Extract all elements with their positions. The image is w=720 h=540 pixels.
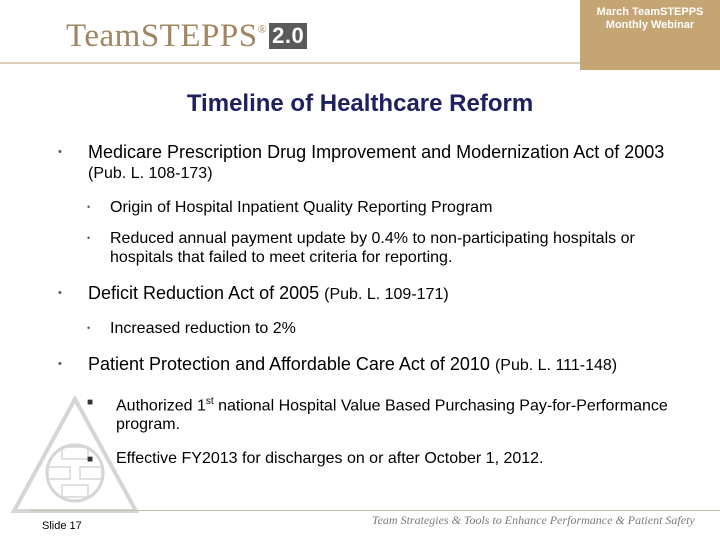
- item-text: Deficit Reduction Act of 2005: [88, 283, 320, 303]
- sub-list-item: [58, 449, 698, 468]
- item-text: Patient Protection and Affordable Care Act of 2010: [88, 354, 490, 374]
- item-citation: (Pub. L. 108-173): [88, 165, 213, 182]
- list-item: [58, 354, 698, 376]
- sub-item-text-post: national Hospital Value Based Purchasing Pay-for-Performance program.: [116, 397, 668, 434]
- sub-item-text: Reduced annual payment update by 0.4% to non-participating hospitals or hospitals that failed to meet criteria for reporting.: [110, 230, 635, 266]
- bullet-list: [58, 142, 698, 483]
- logo-registered-mark: ®: [257, 22, 268, 36]
- slide-number: Slide 17: [42, 520, 82, 532]
- sub-item-superscript: st: [205, 396, 214, 407]
- webinar-badge: [580, 0, 720, 70]
- bullet-icon: •: [87, 323, 91, 333]
- logo-version: 2.0: [269, 23, 307, 49]
- footer-tagline: Team Strategies & Tools to Enhance Performance & Patient Safety: [372, 513, 695, 527]
- badge-line-1: March TeamSTEPPS: [596, 6, 704, 18]
- slide-title: Timeline of Healthcare Reform: [186, 90, 534, 117]
- teamstepps-logo: [66, 18, 307, 55]
- item-citation: (Pub. L. 109-171): [324, 286, 449, 303]
- sub-list-item: [58, 198, 698, 217]
- sub-list-item: [58, 392, 698, 434]
- bullet-icon: •: [87, 202, 91, 212]
- sub-list-item: [58, 319, 698, 338]
- sub-item-text: Increased reduction to 2%: [110, 320, 296, 337]
- item-citation: (Pub. L. 111-148): [494, 357, 618, 374]
- logo-text: TeamSTEPPS: [66, 18, 258, 54]
- square-bullet-icon: ■: [87, 454, 94, 466]
- bullet-icon: •: [58, 146, 62, 158]
- sub-item-text-pre: Authorized 1: [116, 397, 206, 415]
- footer-divider: [30, 510, 720, 511]
- bullet-icon: •: [58, 287, 62, 299]
- list-item: [58, 142, 698, 184]
- sub-item-text: Effective FY2013 for discharges on or after October 1, 2012.: [116, 450, 544, 468]
- bullet-icon: •: [87, 233, 91, 243]
- sub-list-item: [58, 229, 698, 267]
- badge-line-2: Monthly Webinar: [605, 19, 695, 31]
- square-bullet-icon: ■: [87, 397, 94, 408]
- bullet-icon: •: [58, 358, 62, 370]
- list-item: [58, 283, 698, 305]
- item-text: Medicare Prescription Drug Improvement and Modernization Act of 2003: [88, 142, 665, 162]
- sub-item-text: Origin of Hospital Inpatient Quality Reporting Program: [110, 199, 493, 216]
